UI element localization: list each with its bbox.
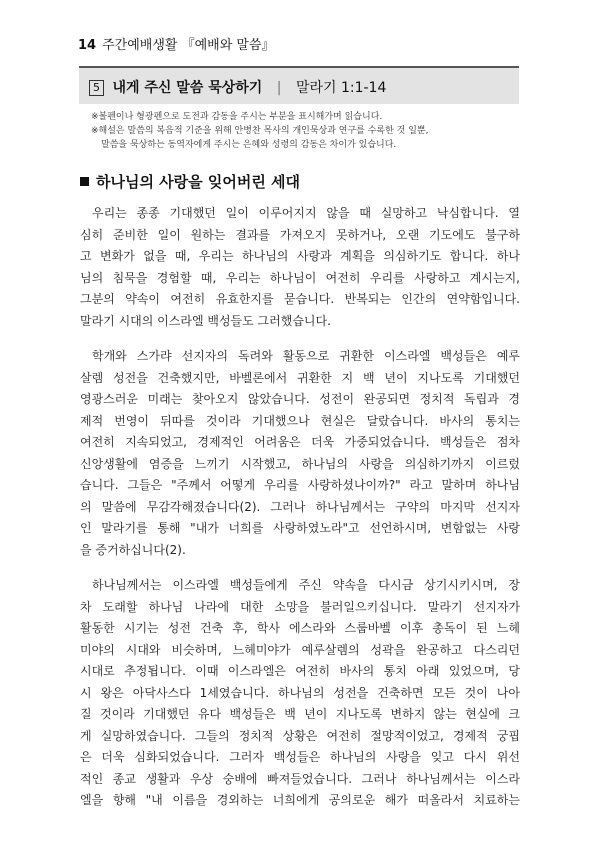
note-line: 말씀을 묵상하는 동역자에게 주시는 은혜와 성령의 감동은 차이가 있습니다. (101, 140, 397, 150)
section-title: 내게 주신 말씀 묵상하기 (112, 80, 263, 96)
article-heading (80, 171, 300, 192)
text-line: 신앙생활에 염증을 느끼기 시작했고, 하나님의 사랑을 의심하기까지 이르렀 (80, 456, 520, 471)
section-number: 5 (89, 80, 104, 96)
section-divider: | (276, 80, 282, 96)
text-line: 습니다. 그들은 "주께서 어떻게 우리를 사랑하셨나이까?" 라고 말하며 하나님 (80, 478, 520, 492)
running-head-title: 주간예배생활 『예배와 말씀』 (102, 38, 275, 53)
text-line: 학개와 스가랴 선지자의 독려와 활동으로 귀환한 이스라엘 백성들은 예루 (92, 349, 520, 363)
text-line: 질 것이라 기대했던 유다 백성들은 백 년이 지나도록 변하지 않는 현실에 크 (80, 707, 520, 721)
text-line: 은 더욱 심화되었습니다. 그러자 백성들은 하나님의 사랑을 잊고 다시 위선 (80, 750, 520, 764)
text-line: 제적 번영이 뒤따를 것이라 기대했으나 현실은 달랐습니다. 바사의 통치는 (80, 413, 520, 428)
text-line: 심히 준비한 일이 원하는 결과를 가져오지 못하거나, 오랜 기도에도 불구하 (80, 227, 520, 242)
text-line: 차 도래할 하나님 나라에 대한 소망을 불러일으키십니다. 말라기 선지자가 (80, 599, 520, 614)
text-line: 우리는 종종 기대했던 일이 이루어지지 않을 때 실망하고 낙심합니다. 열 (92, 206, 520, 220)
text-line: 그분의 약속이 여전히 유효한지를 묻습니다. 반복되는 인간의 연약함입니다. (80, 292, 520, 306)
text-line: 하나님께서는 이스라엘 백성들에게 주신 약속을 다시금 상기시키시며, 장 (92, 578, 520, 592)
square-bullet-icon (80, 177, 89, 186)
text-line: 시 왕은 아닥사스다 1세였습니다. 하나님의 성전을 건축하면 모든 것이 나아 (80, 685, 520, 700)
text-line: 인 말라기를 통해 "내가 너희를 사랑하였노라"고 선언하시며, 변함없는 사랑 (80, 521, 520, 535)
text-line: 님의 침묵을 경험할 때, 우리는 하나님이 여전히 우리를 사랑하고 계시는지, (80, 270, 520, 285)
text-line: 을 증거하십니다(2). (80, 542, 186, 557)
text-line: 게 실망하였습니다. 그들의 정치적 상황은 여전히 절망적이었고, 경제적 궁핍 (80, 728, 520, 743)
text-line: 시대로 추정됩니다. 이때 이스라엘은 여전히 바사의 통치 아래 있었으며, 당 (80, 664, 520, 678)
article-body (80, 203, 520, 826)
text-line: 활동한 시기는 성전 건축 후, 학사 에스라와 스룹바벨 이후 총독이 된 느헤 (80, 621, 520, 635)
reading-notes (91, 110, 521, 152)
running-head (78, 34, 275, 53)
note-line: ※해설은 말씀의 복음적 기준을 위해 안병찬 목사의 개인묵상과 연구를 수록한 것 일뿐, (91, 126, 429, 136)
text-line: 미야의 시대와 비슷하며, 느헤미야가 예루살렘의 성곽을 완공하고 다스리던 (80, 642, 520, 657)
note-line: ※볼펜이나 형광펜으로 도전과 감동을 주시는 부분을 표시해가며 읽습니다. (91, 112, 383, 122)
scripture-reference: 말라기 1:1-14 (295, 80, 387, 96)
text-line: 적인 종교 생활과 우상 숭배에 빠져들었습니다. 그러나 하나님께서는 이스라 (80, 771, 520, 786)
paragraph-2 (80, 346, 520, 561)
text-line: 말라기 시대의 이스라엘 백성들도 그러했습니다. (80, 313, 331, 328)
text-line: 엘을 향해 "내 이름을 경외하는 너희에게 공의로운 해가 떠올라서 치료하는 (80, 793, 520, 807)
section-header (79, 66, 519, 104)
text-line: 살렘 성전을 건축했지만, 바벨론에서 귀환한 지 백 년이 지나도록 기대했던 (80, 370, 520, 385)
article-heading-text: 하나님의 사랑을 잊어버린 세대 (96, 173, 301, 191)
text-line: 여전히 지속되었고, 경제적인 어려움은 더욱 가중되었습니다. 백성들은 점차 (80, 435, 520, 449)
text-line: 영광스러운 미래는 찾아오지 않았습니다. 성전이 완공되면 정치적 독립과 경 (80, 392, 520, 406)
text-line: 의 말씀에 무감각해졌습니다(2). 그러나 하나님께서는 구약의 마지막 선지자 (80, 499, 520, 514)
text-line: 고 변화가 없을 때, 우리는 하나님의 사랑과 계획을 의심하기도 합니다. 하나 (80, 249, 520, 263)
paragraph-3 (80, 575, 520, 812)
paragraph-1 (80, 203, 520, 332)
page-number: 14 (78, 38, 97, 53)
